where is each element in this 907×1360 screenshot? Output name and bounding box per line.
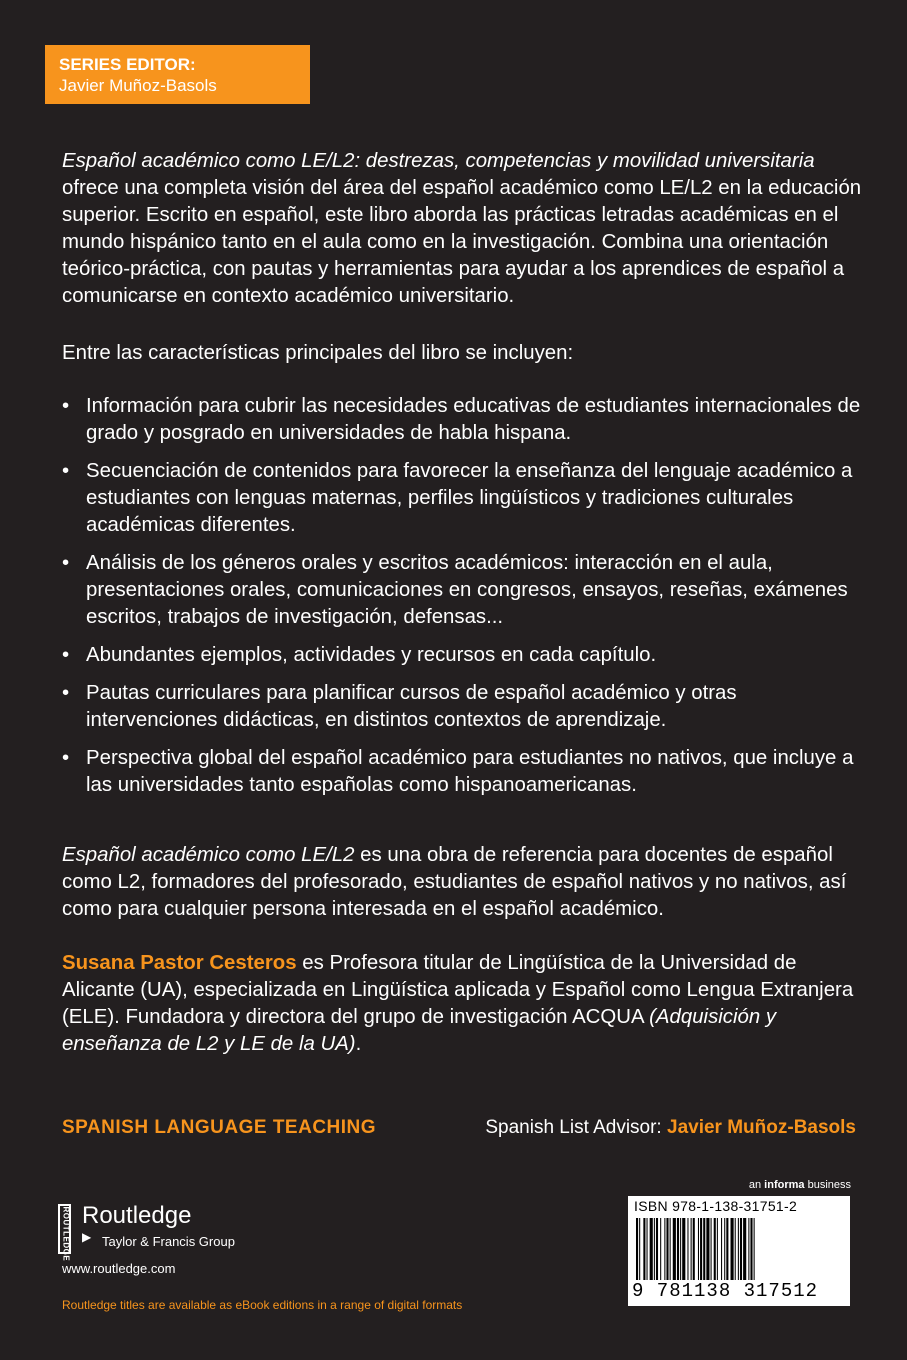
intro-text: ofrece una completa visión del área del español académico como LE/L2 en la educación superior. Escrito en español, este libro aborda las prácticas letradas académicas en el mundo hispánico tanto en el aula como en la investigación. Combina una orientación teórico-práctica, con pautas y herramientas para ayudar a los aprendices de español a comunicarse en contexto académico universitario. [62,177,862,307]
ebook-note: Routledge titles are available as eBook editions in a range of digital formats [62,1298,463,1312]
barcode-number: 9 781138 317512 [632,1280,819,1302]
publisher-website: www.routledge.com [62,1261,176,1276]
series-editor-box [45,45,310,104]
author-bio: es Profesora titular de Lingüística de la Universidad de Alicante (UA), especializada en Lingüística aplicada y Español como Lengua Extranjera (ELE). Fundadora y directora del grupo de investigación ACQUA [62,952,854,1028]
audience-text: es una obra de referencia para docentes de español como L2, formadores del profesorado, estudiantes de español nativos y no nativos, así como para cualquier persona interesada en el español académico. [62,844,847,920]
advisor-name: Javier Muñoz-Basols [667,1117,856,1138]
list-item: • Perspectiva global del español académico para estudiantes no nativos, que incluye a las universidades tanto españolas como hispanoamericanas. [62,745,862,799]
author-paragraph [62,950,862,1058]
series-name: SPANISH LANGUAGE TEACHING [62,1117,377,1138]
barcode-icon [636,1218,842,1280]
chevron-right-icon: ▶ [82,1230,92,1244]
audience-paragraph [62,842,862,923]
publisher-name: Routledge [82,1202,192,1229]
list-item: • Secuenciación de contenidos para favorecer la enseñanza del lenguaje académico a estudiantes con lenguas maternas, perfiles lingüísticos y tradiciones culturales académicas diferentes. [62,458,862,539]
routledge-logo [58,1202,258,1262]
audience-title-italic: Español académico como LE/L2 [62,844,355,866]
series-editor-name: Javier Muñoz-Basols [59,76,217,95]
author-bio-end: . [355,1033,362,1055]
barcode-box [628,1196,850,1306]
informa-tagline [749,1179,851,1191]
isbn-text: ISBN 978-1-138-31751-2 [634,1198,798,1214]
informa-post: business [807,1179,851,1191]
informa-bold: informa [764,1179,805,1191]
series-editor-label: SERIES EDITOR: [59,55,196,74]
features-intro: Entre las características principales del libro se incluyen: [62,342,574,364]
author-group-italic: (Adquisición y enseñanza de L2 y LE de la UA) [62,1006,777,1055]
publisher-group: Taylor & Francis Group [102,1234,235,1249]
features-list [62,393,862,810]
list-item: • Pautas curriculares para planificar cursos de español académico y otras intervenciones didácticas, en distintos contextos de aprendizaje. [62,680,862,734]
informa-pre: an [748,1179,762,1191]
list-advisor [485,1117,856,1139]
intro-paragraph [62,148,862,310]
list-item: • Análisis de los géneros orales y escritos académicos: interacción en el aula, presentaciones orales, comunicaciones en congresos, ensayos, reseñas, exámenes escritos, trabajos de investigación, defensas... [62,550,862,631]
list-item: • Información para cubrir las necesidades educativas de estudiantes internacionales de grado y posgrado en universidades de habla hispana. [62,393,862,447]
list-item: • Abundantes ejemplos, actividades y recursos en cada capítulo. [62,642,862,669]
author-name: Susana Pastor Cesteros [62,952,297,974]
book-title-italic: Español académico como LE/L2: destrezas, competencias y movilidad universitaria [62,150,815,172]
routledge-logo-mark-text: ROUTLEDGE [61,1206,71,1262]
routledge-logo-icon [58,1204,71,1262]
advisor-label: Spanish List Advisor: [485,1117,662,1138]
